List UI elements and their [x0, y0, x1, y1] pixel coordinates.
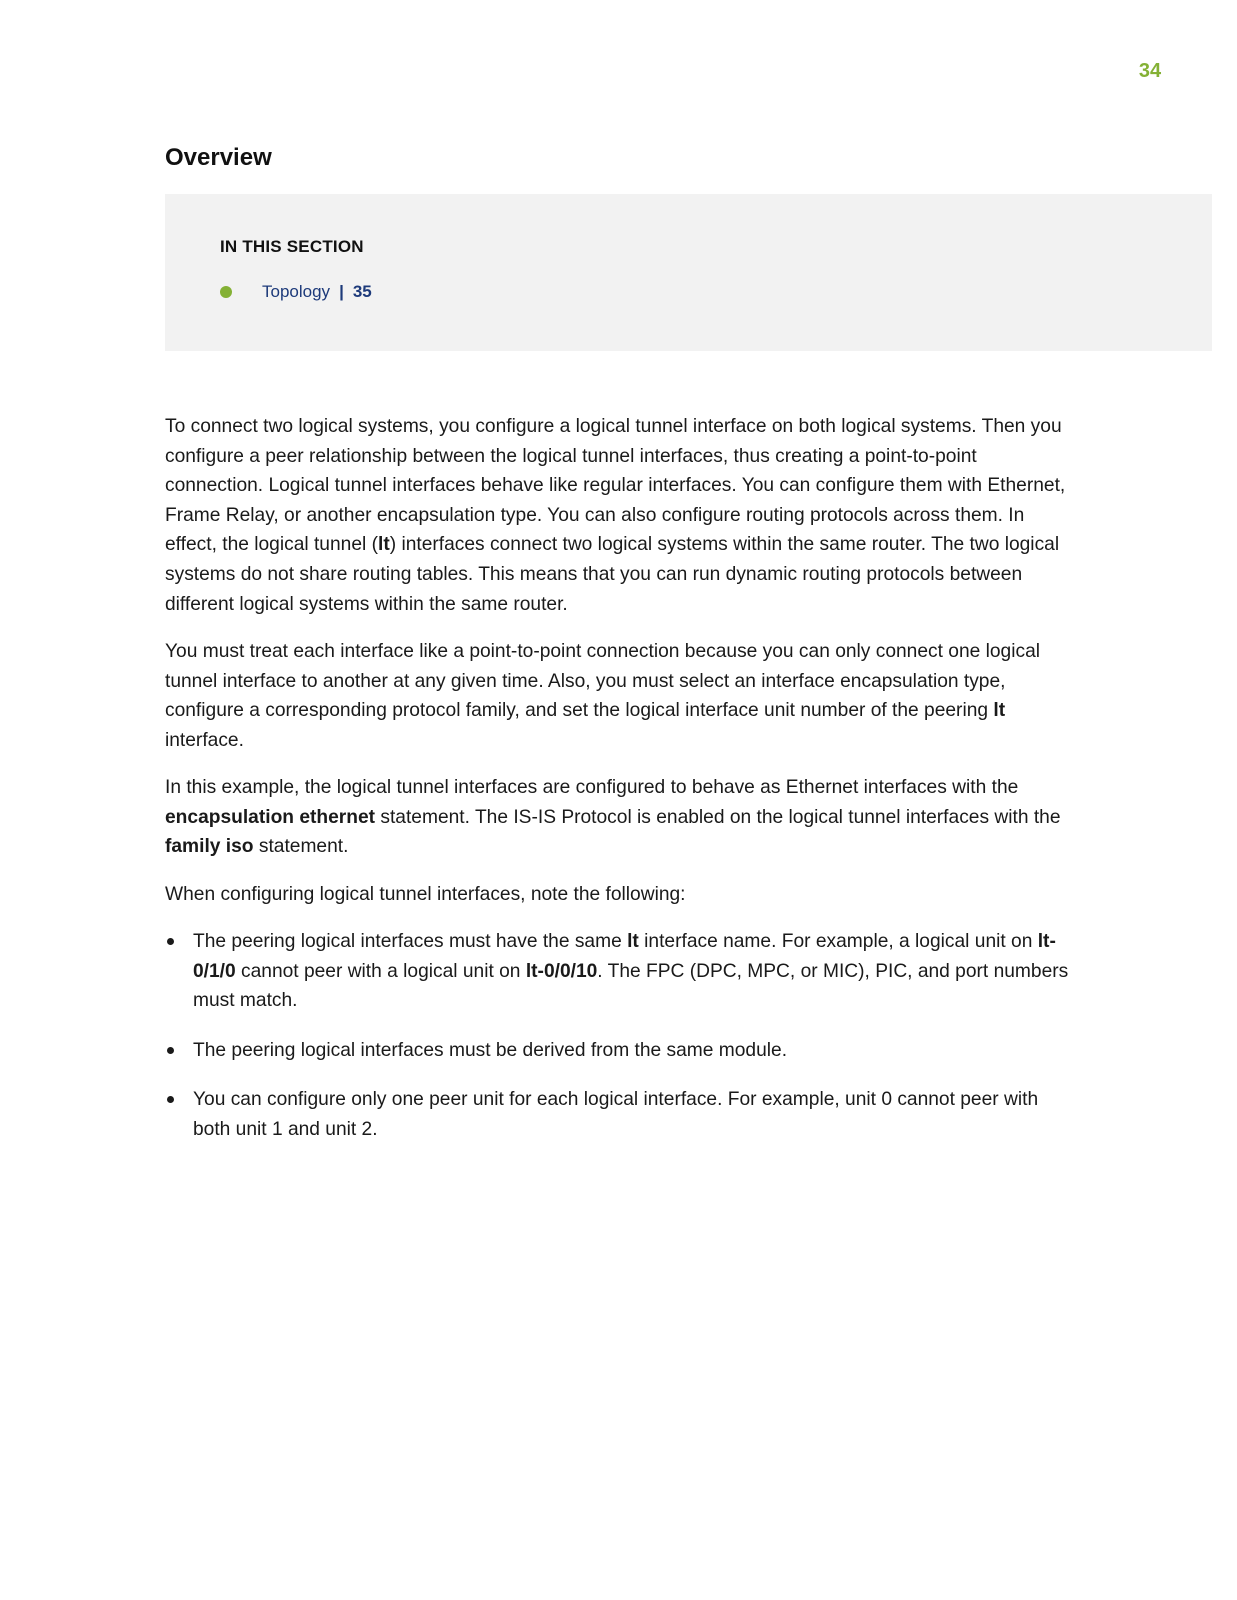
list-item: You can configure only one peer unit for each logical interface. For example, unit 0 cannot peer with both unit 1 and unit 2.: [165, 1085, 1075, 1144]
toc-separator: |: [339, 282, 344, 301]
code-term: lt: [993, 700, 1006, 722]
toc-page-number[interactable]: 35: [352, 282, 372, 301]
code-term: lt-0/0/10: [525, 960, 598, 982]
list-item: The peering logical interfaces must have the same lt interface name. For example, a logical unit on lt-0/1/0 cannot peer with a logical unit on lt-0/0/10. The FPC (DPC, MPC, or MIC), PIC, and port numbers must match.: [165, 927, 1075, 1016]
body-content: [165, 412, 1075, 1165]
paragraph-1: To connect two logical systems, you configure a logical tunnel interface on both logical systems. Then you configure a peer relationship between the logical tunnel interfaces, thus creating a point-to-point connection. Logical tunnel interfaces behave like regular interfaces. You can configure them with Ethernet, Frame Relay, or another encapsulation type. You can also configure routing protocols across them. In effect, the logical tunnel (lt) interfaces connect two logical systems within the same router. The two logical systems do not share routing tables. This means that you can run dynamic routing protocols between different logical systems within the same router.: [165, 416, 1066, 615]
toc-link-topology[interactable]: Topology: [262, 282, 331, 301]
code-term: lt: [627, 931, 639, 953]
page-number: 34: [1138, 60, 1162, 82]
bullet-icon: [167, 938, 174, 945]
code-term: encapsulation ethernet: [165, 806, 376, 828]
code-term: lt: [377, 534, 390, 556]
bullet-icon: [167, 1096, 174, 1103]
section-heading: Overview: [165, 144, 272, 171]
notes-list: [165, 927, 1075, 1145]
toc-item-topology[interactable]: [220, 282, 372, 302]
bullet-icon: [167, 1047, 174, 1054]
paragraph-2: You must treat each interface like a point-to-point connection because you can only connect one logical tunnel interface to another at any given time. Also, you must select an interface encapsulation type, configure a corresponding protocol family, and set the logical interface unit number of the peering lt interface.: [165, 640, 1041, 751]
in-this-section-box: [165, 194, 1212, 351]
list-item: The peering logical interfaces must be derived from the same module.: [165, 1036, 1075, 1066]
paragraph-4: When configuring logical tunnel interfaces, note the following:: [165, 883, 686, 905]
code-term: lt-0/1/0: [193, 931, 1056, 982]
paragraph-3: In this example, the logical tunnel interfaces are configured to behave as Ethernet interfaces with the encapsulation ethernet statement. The IS-IS Protocol is enabled on the logical tunnel interfaces with the family iso statement.: [165, 777, 1061, 858]
toc-title: IN THIS SECTION: [220, 237, 364, 256]
bullet-icon: [220, 286, 232, 298]
code-term: family iso: [165, 836, 254, 858]
